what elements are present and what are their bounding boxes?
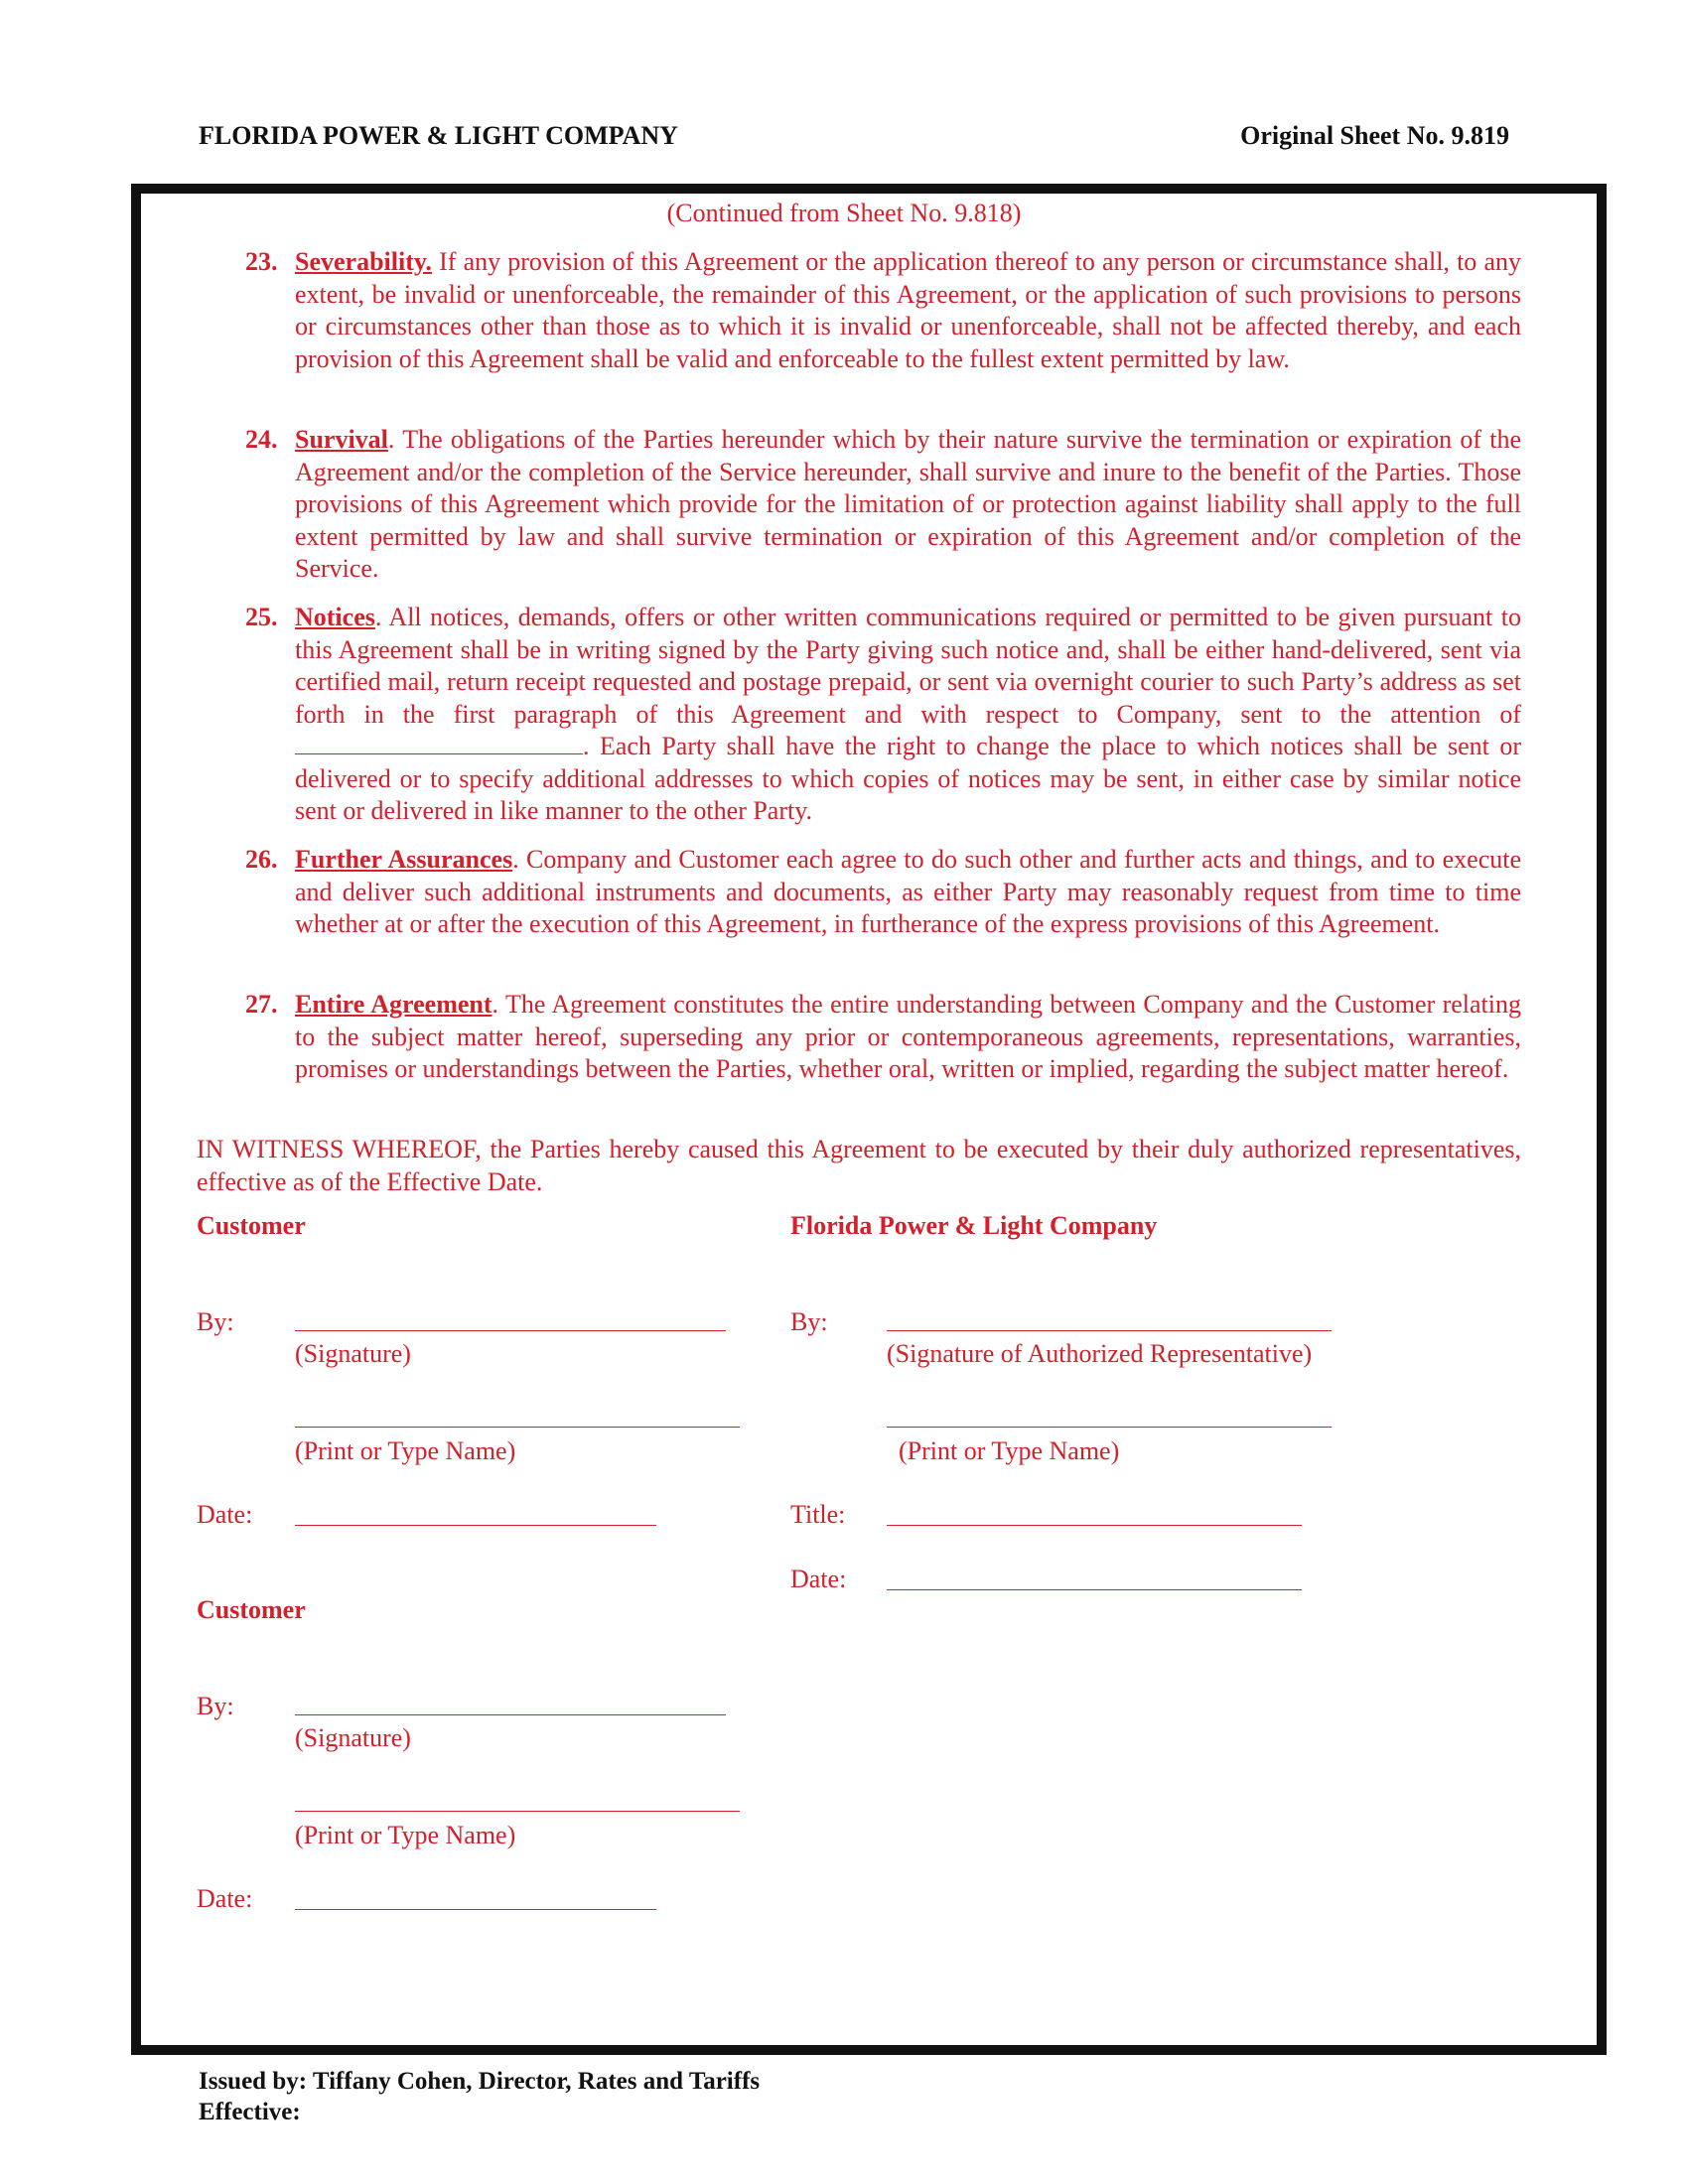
print-name-caption: (Print or Type Name) <box>295 1436 516 1465</box>
section-number: 25. <box>245 603 278 631</box>
customer-heading: Customer <box>197 1211 306 1240</box>
section-title: Severability. <box>295 247 432 276</box>
section-24 <box>245 424 1521 586</box>
section-text: . The Agreement constitutes the entire understanding between Company and the Customer relating to the subject matter hereof, superseding any prior or contemporaneous agreements, representations, warranties, promises or understandings between the Parties, whether oral, written or implied, regarding the subject matter hereof. <box>295 990 1521 1083</box>
issued-by: Issued by: Tiffany Cohen, Director, Rates and Tariffs <box>199 2068 761 2095</box>
company-name: FLORIDA POWER & LIGHT COMPANY <box>199 121 678 150</box>
effective-label: Effective: <box>199 2099 301 2125</box>
company-title-line[interactable] <box>887 1525 1302 1526</box>
witness-clause: IN WITNESS WHEREOF, the Parties hereby caused this Agreement to be executed by their duly authorized representatives, effective as of the Effective Date. <box>197 1135 1521 1196</box>
company-name-line[interactable] <box>887 1427 1332 1428</box>
customer-2-date-line[interactable] <box>295 1909 656 1910</box>
section-26 <box>245 844 1521 941</box>
company-by-label: By: <box>790 1307 828 1336</box>
company-signature-line[interactable] <box>887 1330 1332 1331</box>
section-title: Survival <box>295 425 388 454</box>
company-signature-caption: (Signature of Authorized Representative) <box>887 1339 1313 1368</box>
company-heading: Florida Power & Light Company <box>790 1211 1158 1240</box>
print-name-caption-2: (Print or Type Name) <box>295 1821 516 1849</box>
section-title: Entire Agreement <box>295 990 492 1019</box>
by-label: By: <box>197 1307 234 1336</box>
attention-blank[interactable] <box>295 732 583 754</box>
company-print-name-caption: (Print or Type Name) <box>899 1436 1120 1465</box>
date-label: Date: <box>197 1500 253 1529</box>
section-text: . All notices, demands, offers or other written communications required or permitted to be given pursuant to this Agreement shall be in writing signed by the Party giving such notice and, shall be either hand-delivered, sent via certified mail, return receipt requested and postage prepaid, or sent via overnight courier to such Party’s address as set forth in the first paragraph of this Agreement and with respect to Company, sent to the attention of <box>295 603 1521 729</box>
company-date-line[interactable] <box>887 1589 1302 1590</box>
section-25 <box>245 602 1521 828</box>
section-number: 23. <box>245 247 278 276</box>
section-text: . Company and Customer each agree to do such other and further acts and things, and to execute and deliver such additional instruments and documents, as either Party may reasonably request from time to time whether at or after the execution of this Agreement, in furtherance of the express provisions of this Agreement. <box>295 845 1521 938</box>
section-number: 26. <box>245 845 278 874</box>
customer-signature-line[interactable] <box>295 1330 726 1331</box>
section-number: 27. <box>245 990 278 1019</box>
signature-caption-2: (Signature) <box>295 1723 411 1752</box>
section-text-cont: . Each Party shall have the right to change the place to which notices shall be sent or delivered or to specify additional addresses to which copies of notices may be sent, in either case by similar notice sent or delivered in like manner to the other Party. <box>295 732 1521 825</box>
signature-caption: (Signature) <box>295 1339 411 1368</box>
customer-name-line[interactable] <box>295 1427 740 1428</box>
date-label-2: Date: <box>197 1884 253 1913</box>
section-27 <box>245 989 1521 1086</box>
customer-heading-2: Customer <box>197 1595 306 1624</box>
continued-note: (Continued from Sheet No. 9.818) <box>666 199 1022 227</box>
section-number: 24. <box>245 425 278 454</box>
title-label: Title: <box>790 1500 846 1529</box>
by-label-2: By: <box>197 1692 234 1720</box>
company-date-label: Date: <box>790 1565 847 1593</box>
sheet-number: Original Sheet No. 9.819 <box>1240 121 1509 150</box>
customer-2-signature-line[interactable] <box>295 1714 726 1715</box>
section-title: Notices <box>295 603 375 631</box>
section-text: If any provision of this Agreement or the application thereof to any person or circumstance shall, to any extent, be invalid or unenforceable, the remainder of this Agreement, or the application of such provisions to persons or circumstances other than those as to which it is invalid or unenforceable, shall not be affected thereby, and each provision of this Agreement shall be valid and enforceable to the fullest extent permitted by law. <box>295 247 1521 373</box>
section-title: Further Assurances <box>295 845 513 874</box>
customer-date-line[interactable] <box>295 1525 656 1526</box>
section-text: . The obligations of the Parties hereunder which by their nature survive the termination or expiration of the Agreement and/or the completion of the Service hereunder, shall survive and inure to the benefit of the Parties. Those provisions of this Agreement which provide for the limitation of or protection against liability shall apply to the full extent permitted by law and shall survive termination or expiration of this Agreement and/or completion of the Service. <box>295 425 1521 583</box>
customer-2-name-line[interactable] <box>295 1811 740 1812</box>
section-23 <box>245 246 1521 375</box>
